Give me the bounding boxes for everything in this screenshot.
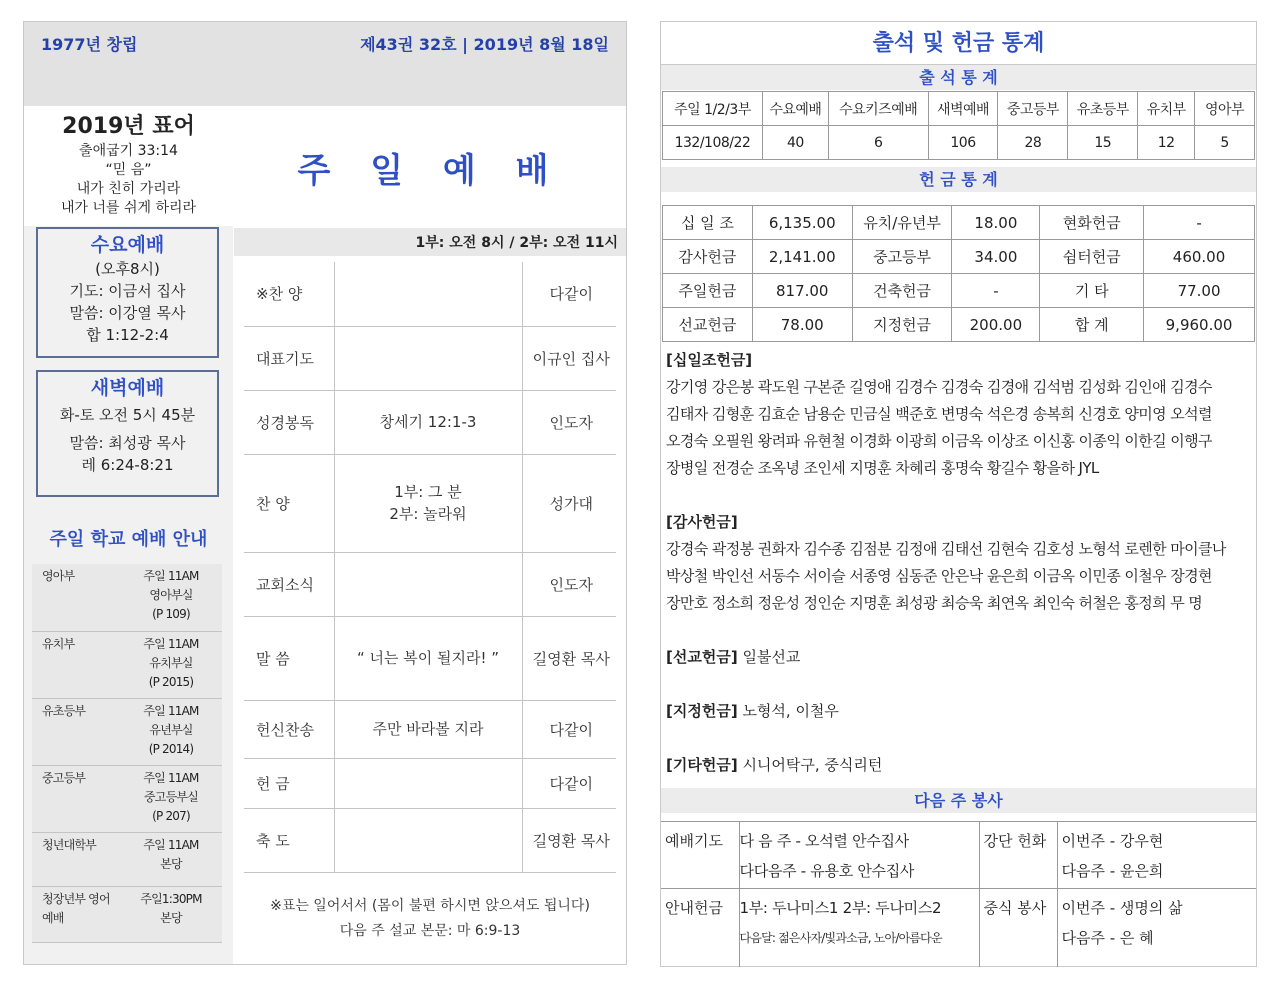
table-row: [663, 92, 1255, 126]
flower-values: [1057, 822, 1256, 889]
table-row: [244, 390, 616, 454]
prayer-label: 예배기도: [661, 822, 739, 889]
school-time: 주일 11AM: [143, 837, 199, 852]
offering-table: [662, 205, 1255, 342]
lunch-values: [1057, 889, 1256, 967]
table-row: [244, 262, 616, 326]
usher-values: [739, 889, 979, 967]
attendance-table: [662, 91, 1255, 160]
dawn-title: 새벽예배: [90, 377, 165, 399]
order-content-line: 1부: 그 분: [394, 483, 462, 501]
next-week-title: 다음 주 봉사: [661, 788, 1256, 813]
table-row: [32, 886, 222, 942]
offering-amount: 34.00: [952, 240, 1040, 274]
prayer-after-next: 다다음주 - 유용호 안수집사: [739, 862, 915, 880]
table-row: [32, 765, 222, 832]
motto-line-1: 내가 친히 가리라: [76, 181, 181, 197]
tithe-line: 오경숙 오필원 왕려파 유현철 이경화 이광희 이금옥 이상조 이신홍 이종익 이한길 이행구: [666, 432, 1212, 450]
school-dept: 청년대학부: [32, 832, 120, 886]
flower-label: 강단 헌화: [979, 822, 1057, 889]
footnote-standing: ※표는 일어서서 (몸이 불편 하시면 앉으셔도 됩니다): [270, 898, 590, 914]
left-sidebar: [24, 106, 233, 964]
dawn-preacher: 말씀: 최성광 목사: [69, 434, 186, 452]
founded-text: 1977년 창립: [41, 35, 138, 54]
school-time: 주일 11AM: [143, 770, 199, 785]
order-content: [334, 616, 522, 700]
school-dept: 청장년부 영어예배: [32, 886, 120, 942]
order-content: [334, 390, 522, 454]
school-dept: 유초등부: [32, 698, 120, 765]
next-week-table: [661, 821, 1256, 967]
order-content-line: 창세기 12:1-3: [379, 413, 477, 431]
order-content: [334, 454, 522, 552]
table-row: [663, 240, 1255, 274]
order-leader: 다같이: [522, 262, 616, 326]
table-row: [244, 700, 616, 758]
table-row: [32, 564, 222, 631]
order-content: [334, 326, 522, 390]
order-content-line: 주만 바라볼 지라: [372, 720, 484, 738]
school-time: 주일 11AM: [143, 636, 199, 651]
flower-next: 다음주 - 윤은희: [1061, 862, 1164, 880]
other-offering: [666, 752, 1254, 779]
wednesday-scripture: 합 1:12-2:4: [86, 326, 169, 344]
usher-next-month: 다음달: 젊은사자/빛과소금, 노아/아름다운: [739, 931, 942, 945]
table-row: [663, 206, 1255, 240]
offering-amount: 78.00: [752, 308, 852, 342]
order-leader: 성가대: [522, 454, 616, 552]
usher-label: 안내헌금: [661, 889, 739, 967]
other-heading: [기타헌금]: [666, 756, 738, 774]
designated-offering: [666, 698, 1254, 725]
attendance-header: 유초등부: [1068, 92, 1138, 126]
bulletin-right-page: [660, 21, 1257, 967]
school-dept: 중고등부: [32, 765, 120, 832]
offering-amount: -: [952, 274, 1040, 308]
order-content-line: 2부: 놀라워: [389, 505, 467, 523]
order-leader: 길영환 목사: [522, 616, 616, 700]
sunday-worship-title: 주 일 예 배: [297, 151, 563, 191]
offering-label: 감사헌금: [663, 240, 753, 274]
offering-amount: 18.00: [952, 206, 1040, 240]
order-content: [334, 758, 522, 808]
mission-heading: [선교헌금]: [666, 648, 738, 666]
designated-heading: [지정헌금]: [666, 702, 738, 720]
issue-text: 제43권 32호 | 2019년 8월 18일: [360, 35, 609, 54]
thanks-line: 강경숙 곽정봉 권화자 김수종 김점분 김정애 김태선 김현숙 김호성 노형석 로렌한 마이클나: [666, 540, 1226, 558]
wednesday-service-box: [36, 227, 219, 358]
offering-label: 기 타: [1040, 274, 1144, 308]
offering-title: 헌 금 통 계: [661, 167, 1256, 192]
school-room: 본당: [160, 856, 182, 871]
table-row: [32, 832, 222, 886]
wednesday-time: (오후8시): [95, 260, 160, 278]
other-text: 시니어탁구, 중식리턴: [737, 756, 883, 774]
offering-label: 중고등부: [852, 240, 952, 274]
wednesday-preacher: 말씀: 이강열 목사: [69, 304, 186, 322]
table-row: [663, 274, 1255, 308]
offering-label: 건축헌금: [852, 274, 952, 308]
table-row: [32, 631, 222, 698]
school-info: [120, 564, 222, 631]
dawn-time: 화-토 오전 5시 45분: [59, 406, 196, 424]
table-row: [661, 889, 1256, 967]
school-room: 영아부실: [149, 588, 193, 602]
offering-amount: 77.00: [1144, 274, 1255, 308]
mission-text: 일불선교: [737, 648, 801, 666]
thanks-line: 장만호 정소희 정운성 정인순 지명훈 최성광 최승욱 최연옥 최인숙 허철은 홍정희 무 명: [666, 594, 1203, 612]
order-label: 교회소식: [244, 552, 334, 616]
worship-order-table: [244, 262, 616, 873]
order-leader: 인도자: [522, 552, 616, 616]
order-content: [334, 262, 522, 326]
school-room-no: (P 2014): [148, 741, 194, 756]
bulletin-left-page: [23, 21, 627, 965]
school-info: [120, 765, 222, 832]
school-room-no: (P 207): [152, 808, 190, 823]
attendance-value: 6: [828, 126, 928, 160]
mission-offering: [666, 644, 1254, 671]
motto-line-2: 내가 너를 쉬게 하리라: [60, 200, 197, 216]
school-time: 주일 11AM: [143, 569, 199, 583]
attendance-value: 40: [762, 126, 828, 160]
offering-amount: 2,141.00: [752, 240, 852, 274]
school-room: 유년부실: [149, 722, 193, 737]
order-leader: 다같이: [522, 700, 616, 758]
tithe-line: 장병일 전경순 조옥녕 조인세 지명훈 차혜리 홍명숙 황길수 황을하 JYL: [666, 459, 1099, 477]
table-row: [663, 308, 1255, 342]
stats-title: 출석 및 헌금 통계: [661, 22, 1256, 65]
order-leader: 인도자: [522, 390, 616, 454]
attendance-header: 유치부: [1138, 92, 1195, 126]
order-leader: 길영환 목사: [522, 808, 616, 872]
motto-verse: 출애굽기 33:14: [79, 143, 178, 159]
order-content: [334, 552, 522, 616]
offering-label: 쉼터헌금: [1040, 240, 1144, 274]
attendance-header: 중고등부: [998, 92, 1068, 126]
wednesday-prayer: 기도: 이금서 집사: [69, 282, 186, 300]
motto-keyword: “믿 음”: [105, 162, 152, 178]
tithe-line: 강기영 강은봉 곽도원 구본준 길영애 김경수 김경숙 김경애 김석범 김성화 김인애 김경수: [666, 378, 1212, 396]
offering-amount: 9,960.00: [1144, 308, 1255, 342]
attendance-value: 12: [1138, 126, 1195, 160]
school-time: 주일 11AM: [143, 703, 199, 718]
offering-amount: 817.00: [752, 274, 852, 308]
order-leader: 다같이: [522, 758, 616, 808]
worship-time-bar: 1부: 오전 8시 / 2부: 오전 11시: [234, 228, 626, 256]
attendance-value: 132/108/22: [663, 126, 763, 160]
table-row: [244, 616, 616, 700]
school-time: 주일1:30PM: [140, 891, 202, 906]
order-content: [334, 700, 522, 758]
table-row: [244, 326, 616, 390]
offering-label: 선교헌금: [663, 308, 753, 342]
attendance-title: 출 석 통 계: [661, 65, 1256, 90]
thanks-heading: [감사헌금]: [666, 513, 738, 531]
motto-block: [24, 106, 233, 226]
sunday-school-title: 주일 학교 예배 안내: [49, 529, 208, 550]
order-label: 축 도: [244, 808, 334, 872]
thanks-line: 박상철 박인선 서동수 서이슬 서종영 심동준 안은낙 윤은희 이금옥 이민종 이철우 장경현: [666, 567, 1212, 585]
order-label: 대표기도: [244, 326, 334, 390]
school-dept: 영아부: [32, 564, 120, 631]
order-label: 헌 금: [244, 758, 334, 808]
tithe-line: 김태자 김형훈 김효순 남용순 민금실 백준호 변명숙 석은경 송복희 신경호 양미영 오석렬: [666, 405, 1212, 423]
footnote-next-sermon: 다음 주 설교 본문: 마 6:9-13: [339, 923, 521, 939]
motto-title: 2019년 표어: [62, 114, 195, 139]
offering-names: [666, 347, 1254, 779]
order-label: 헌신찬송: [244, 700, 334, 758]
usher-this: 1부: 두나미스1 2부: 두나미스2: [739, 899, 942, 917]
school-room-no: (P 109): [152, 607, 190, 621]
lunch-next: 다음주 - 은 혜: [1061, 929, 1154, 947]
attendance-header: 새벽예배: [928, 92, 998, 126]
offering-label: 주일헌금: [663, 274, 753, 308]
offering-label: 지정헌금: [852, 308, 952, 342]
offering-amount: -: [1144, 206, 1255, 240]
table-row: [32, 698, 222, 765]
prayer-next: 다 음 주 - 오석렬 안수집사: [739, 832, 909, 850]
offering-amount: 6,135.00: [752, 206, 852, 240]
table-row: [244, 808, 616, 872]
offering-label: 합 계: [1040, 308, 1144, 342]
lunch-label: 중식 봉사: [979, 889, 1057, 967]
flower-this: 이번주 - 강우현: [1061, 832, 1164, 850]
order-content: [334, 808, 522, 872]
school-info: [120, 886, 222, 942]
attendance-header: 수요예배: [762, 92, 828, 126]
order-label: 찬 양: [244, 454, 334, 552]
order-label: 성경봉독: [244, 390, 334, 454]
tithe-heading: [십일조헌금]: [666, 351, 753, 369]
table-row: [661, 822, 1256, 889]
school-dept: 유치부: [32, 631, 120, 698]
dawn-service-box: [36, 370, 219, 497]
offering-label: 유치/유년부: [852, 206, 952, 240]
attendance-header: 주일 1/2/3부: [663, 92, 763, 126]
attendance-value: 5: [1195, 126, 1255, 160]
worship-footnote: [234, 894, 626, 944]
designated-text: 노형석, 이철우: [737, 702, 839, 720]
offering-amount: 460.00: [1144, 240, 1255, 274]
attendance-header: 영아부: [1195, 92, 1255, 126]
school-room: 중고등부실: [144, 789, 198, 804]
table-row: [244, 454, 616, 552]
dawn-scripture: 레 6:24-8:21: [81, 456, 174, 474]
table-row: [244, 758, 616, 808]
order-label: 말 씀: [244, 616, 334, 700]
school-info: [120, 631, 222, 698]
prayer-values: [739, 822, 979, 889]
offering-amount: 200.00: [952, 308, 1040, 342]
attendance-value: 28: [998, 126, 1068, 160]
order-label: ※찬 양: [244, 262, 334, 326]
lunch-this: 이번주 - 생명의 삶: [1061, 899, 1183, 917]
school-info: [120, 832, 222, 886]
table-row: [663, 126, 1255, 160]
school-room-no: (P 2015): [148, 674, 194, 689]
offering-label: 십 일 조: [663, 206, 753, 240]
sunday-school-table: [32, 564, 222, 943]
attendance-value: 15: [1068, 126, 1138, 160]
order-leader: 이규인 집사: [522, 326, 616, 390]
table-row: [244, 552, 616, 616]
school-room: 본당: [160, 910, 182, 925]
bulletin-header: [24, 22, 626, 106]
school-info: [120, 698, 222, 765]
school-room: 유치부실: [149, 655, 193, 670]
wednesday-title: 수요예배: [90, 234, 165, 256]
attendance-header: 수요키즈예배: [828, 92, 928, 126]
order-content-line: “ 너는 복이 될지라! ”: [356, 649, 500, 667]
attendance-value: 106: [928, 126, 998, 160]
offering-label: 현화헌금: [1040, 206, 1144, 240]
